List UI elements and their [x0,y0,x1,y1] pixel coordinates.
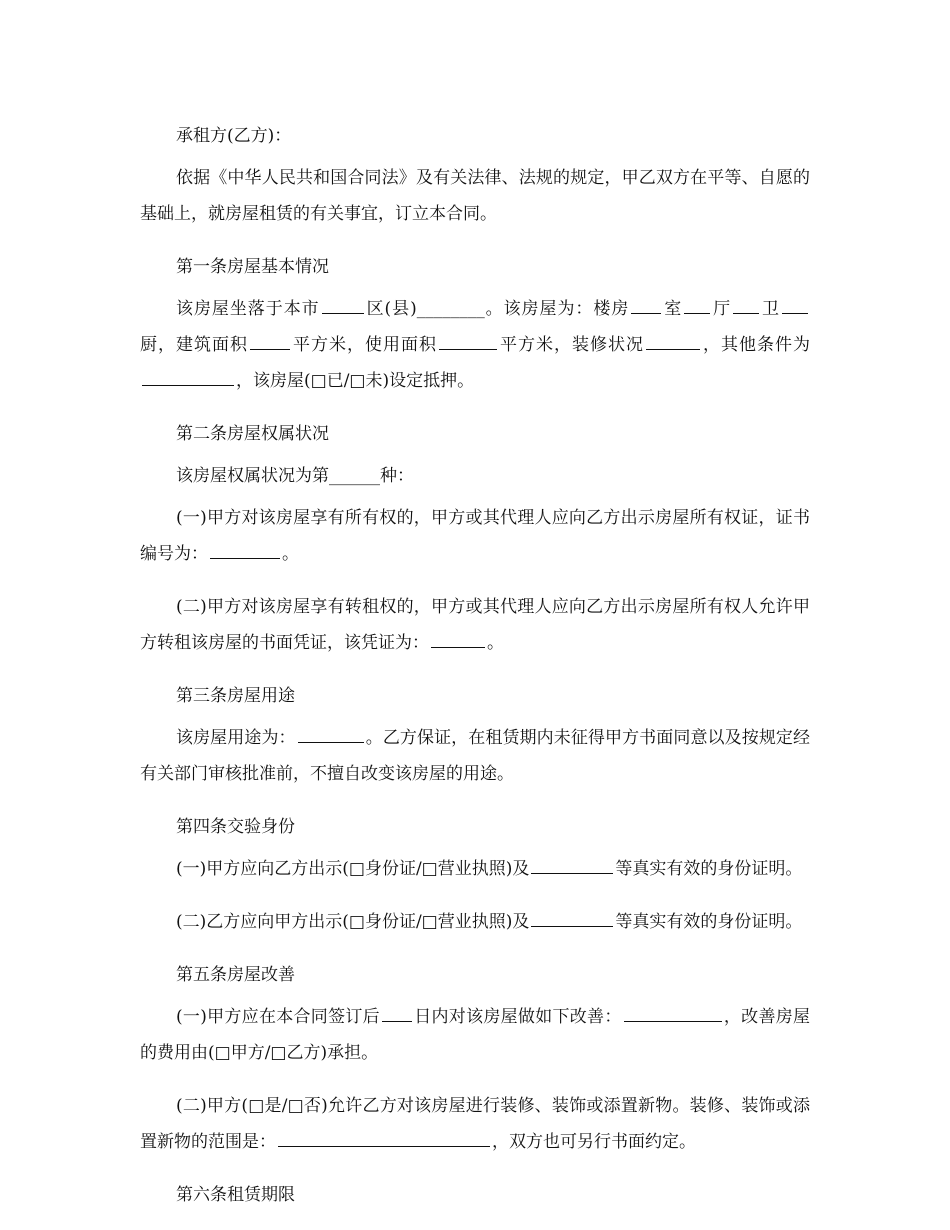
improvement-blank [624,1009,722,1022]
article-3-title: 第三条房屋用途 [176,686,295,706]
room-count-blank [631,301,661,314]
decoration-scope-blank [278,1134,490,1147]
article-2-item-2: (二)甲方对该房屋享有转租权的，甲方或其代理人应向乙方出示房屋所有权人允许甲方转租该房屋的书面凭证，该凭证为： 。 [140,597,810,653]
building-area-blank [250,337,290,350]
voucher-blank [431,635,485,648]
article-5-item-2: (二)甲方(□是/□否)允许乙方对该房屋进行装修、装饰或添置新物。装修、装饰或添置新物的范围是： ，双方也可另行书面约定。 [140,1096,810,1152]
kitchen-count-blank [782,301,808,314]
address-blank: ________ [416,299,485,319]
article-1-body: 该房屋坐落于本市 区(县)________。该房屋为：楼房 室 厅 卫厨，建筑面积 平方米，使用面积 平方米，装修状况 ，其他条件为，该房屋(□已/□未)设定抵押。 [140,299,810,391]
article-2-item-1: (一)甲方对该房屋享有所有权的，甲方或其代理人应向乙方出示房屋所有权证，证书编号为： 。 [140,508,810,564]
usage-blank [298,730,364,743]
other-conditions-blank [142,373,234,386]
lessor-id-blank [531,861,613,874]
ownership-type-blank: ______ [329,466,380,486]
lessee-line: 承租方(乙方)： [176,126,292,146]
district-blank [322,301,364,314]
article-5-item-1: (一)甲方应在本合同签订后 日内对该房屋做如下改善： ，改善房屋的费用由(□甲方/□乙方)承担。 [140,1007,811,1063]
certificate-number-blank [210,546,280,559]
article-1-title: 第一条房屋基本情况 [176,257,329,277]
days-blank [382,1009,412,1022]
article-3-body: 该房屋用途为： 。乙方保证，在租赁期内未征得甲方书面同意以及按规定经有关部门审核批准前，不擅自改变该房屋的用途。 [140,728,811,784]
hall-count-blank [684,301,710,314]
intro-paragraph: 依据《中华人民共和国合同法》及有关法律、法规的规定，甲乙双方在平等、自愿的基础上，就房屋租赁的有关事宜，订立本合同。 [140,168,810,224]
article-4-title: 第四条交验身份 [176,817,295,837]
article-2-title: 第二条房屋权属状况 [176,424,329,444]
lessee-id-blank [531,914,613,927]
article-5-title: 第五条房屋改善 [176,965,295,985]
article-4-item-2: (二)乙方应向甲方出示(□身份证/□营业执照)及 等真实有效的身份证明。 [176,912,803,932]
article-6-title: 第六条租赁期限 [176,1185,295,1205]
article-2-type: 该房屋权属状况为第______种： [176,466,414,486]
decoration-blank [646,337,700,350]
usable-area-blank [439,337,497,350]
article-4-item-1: (一)甲方应向乙方出示(□身份证/□营业执照)及 等真实有效的身份证明。 [176,859,803,879]
bath-count-blank [733,301,759,314]
